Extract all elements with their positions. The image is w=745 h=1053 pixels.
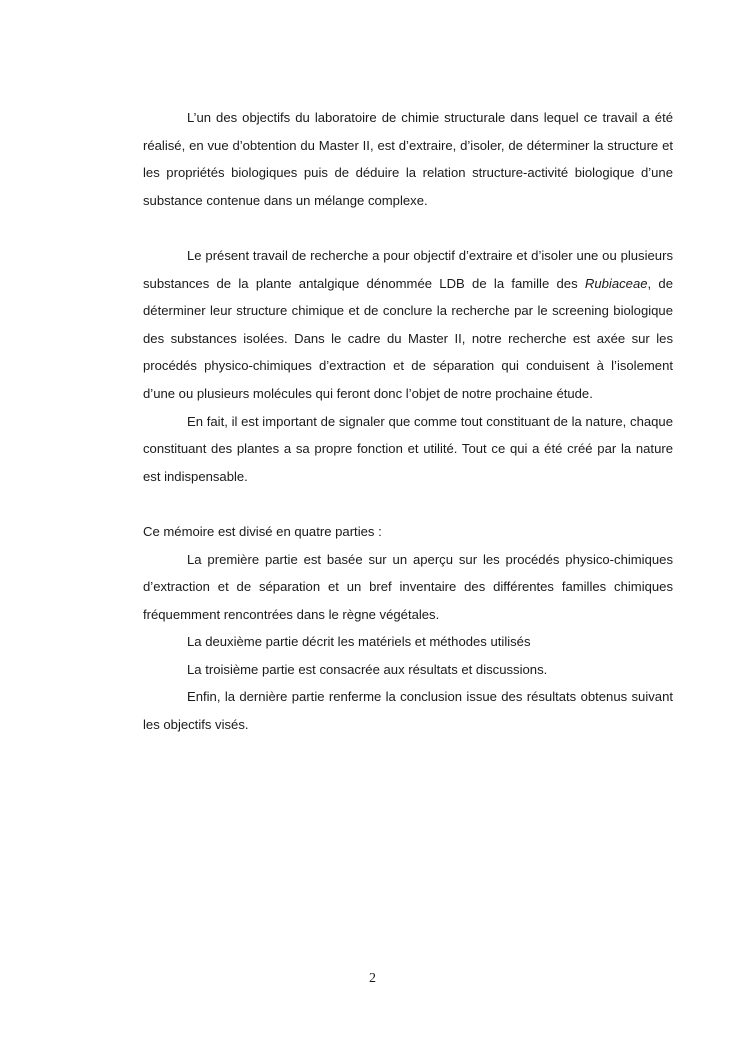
part-two: La deuxième partie décrit les matériels et méthodes utilisés [187, 634, 531, 650]
division-intro: Ce mémoire est divisé en quatre parties : [143, 523, 382, 539]
objective-text-start: Le présent travail de recherche a pour objectif d’extraire et d’isoler une ou plusieurs substances de la plante antalgique dénommée LDB de la famille des [143, 247, 673, 291]
part-four: Enfin, la dernière partie renferme la conclusion issue des résultats obtenus suivant les objectifs visés. [143, 689, 673, 733]
document-body [143, 104, 673, 739]
objective-paragraph [143, 242, 673, 408]
part-one: La première partie est basée sur un aperçu sur les procédés physico-chimiques d’extraction et de séparation et un bref inventaire des différentes familles chimiques fréquemment rencontrées dans le règne végétales. [143, 551, 673, 622]
page-number: 2 [369, 971, 376, 986]
objective-text-end: , de déterminer leur structure chimique et de conclure la recherche par le screening biologique des substances isolées. Dans le cadre du Master II, notre recherche est axée sur les procédés physico-chimiques d’extraction et de séparation qui conduisent à l’isolement d’une ou plusieurs molécules qui feront donc l’objet de notre prochaine étude. [143, 275, 674, 401]
part-three: La troisième partie est consacrée aux résultats et discussions. [187, 661, 548, 677]
intro-paragraph: L’un des objectifs du laboratoire de chimie structurale dans lequel ce travail a été réalisé, en vue d’obtention du Master II, est d’extraire, d’isoler, de déterminer la structure et les propriétés biologiques puis de déduire la relation structure-activité biologique d’une substance contenue dans un mélange complexe. [143, 110, 673, 208]
family-name: Rubiaceae [584, 275, 648, 291]
nature-paragraph: En fait, il est important de signaler que comme tout constituant de la nature, chaque constituant des plantes a sa propre fonction et utilité. Tout ce qui a été créé par la nature est indispensable. [143, 413, 673, 484]
